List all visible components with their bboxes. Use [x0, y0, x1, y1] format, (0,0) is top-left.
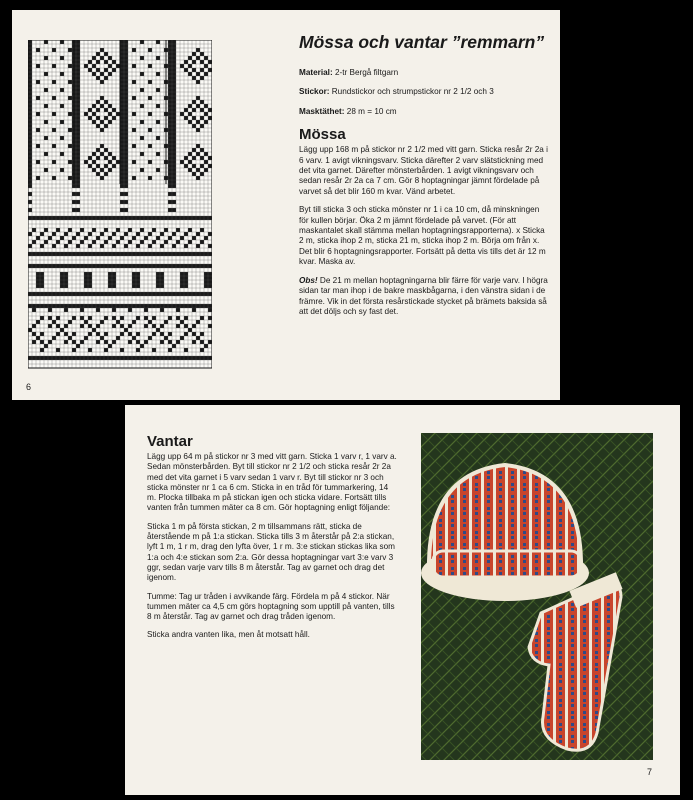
left-page: [12, 10, 560, 400]
spec-gauge: Masktäthet: 28 m = 10 cm: [299, 106, 397, 116]
spec-needles: Stickor: Rundstickor och strumpstickor nr 2 1/2 och 3: [299, 87, 494, 97]
page-title: Mössa och vantar ”remmarn”: [299, 32, 545, 52]
instructions-column: [299, 32, 549, 325]
page-number: 7: [646, 767, 652, 777]
paragraph: Lägg upp 64 m på stickor nr 3 med vitt garn. Sticka 1 varv r, 1 varv a. Sedan mönsterbården. Byt till stickor nr 2 1/2 och sticka resår 2r 2a med det vita garnet i 5 varv sedan 1 varv r. Byt till stickor nr 3 och sticka mönster nr 1 ca 6 cm. Sticka in en tråd för tummarkering, 14 m. Plocka tillbaka m på stickan igen och sticka vidare. Fortsätt tills vanten från tummen mäter ca 8 cm. Gör hoptagning enligt följande:: [147, 452, 397, 513]
paragraph: Sticka 1 m på första stickan, 2 m tillsammans rätt, sticka de återstående m på 1:a stickan. Sticka tills 3 m återstår på 2:a stickan, lyft 1 m, 1 r m, drag den lyfta över, 1 r m. 3:e stickan stickas lika som 1:a och 4:e stickan som 2:a. Gör dessa hoptagningar vart 3:e varv 3 ggr, sedan varje varv tills 8 m återstår. Tag av garnet och drag det igenom.: [147, 521, 395, 583]
section-heading-vantar: Vantar: [147, 433, 193, 450]
spec-material: Material: 2-tr Bergå filtgarn: [299, 68, 399, 77]
paragraph: Lägg upp 168 m på stickor nr 2 1/2 med vitt garn. Sticka resår 2r 2a i 6 varv. 1 avigt vikningsvarv. Sticka därefter 2 varv slätstickning med det vita garnet. Därefter mönsterbården. 1 avigt vikningsvarv och sedan resår 2r 2a ca 7 cm. Gör 8 hoptagningar jämnt fördelade på varvet så det blir 160 m kvar. Vänd arbetet.: [299, 145, 548, 196]
paragraph: Sticka andra vanten lika, men åt motsatt håll.: [147, 630, 310, 640]
right-page: [125, 405, 680, 795]
paragraph: Byt till sticka 3 och sticka mönster nr 1 i ca 10 cm, då minskningen för kullen börjar. Öka 2 m jämnt fördelade på varvet. (För att maskantalet skall stämma mellan hoptagningsrapporterna). x Sticka 2 m, sticka ihop 2 m, sticka 21 m, sticka ihop 2 m. Börja om från x. Det blir 6 hoptagningsrapporter. Fortsätt på detta vis tills det är 12 m kvar. Maska av.: [299, 205, 546, 267]
paragraph: Tumme: Tag ur tråden i avvikande färg. Fördela m på 4 stickor. När tummen mäter ca 4,5 cm görs hoptagning som upptill på vanten, tills 8 m återstår. Tag av garnet och drag tråden igenom.: [147, 591, 395, 622]
instructions-column: [147, 427, 397, 649]
section-heading-mossa: Mössa: [299, 126, 346, 144]
photo-hat-and-mitten: [421, 433, 653, 760]
page-number: 6: [26, 382, 32, 392]
obs-note: Obs! De 21 m mellan hoptagningarna blir färre för varje varv. I högra sidan tar man ihop i de bakre maskbågarna, i den vänstra sidan i de främre. Vik in det första resårstickade stycket på brämets baksida så att det döljs och sy fast det.: [299, 275, 548, 316]
knitting-chart: [28, 40, 212, 370]
